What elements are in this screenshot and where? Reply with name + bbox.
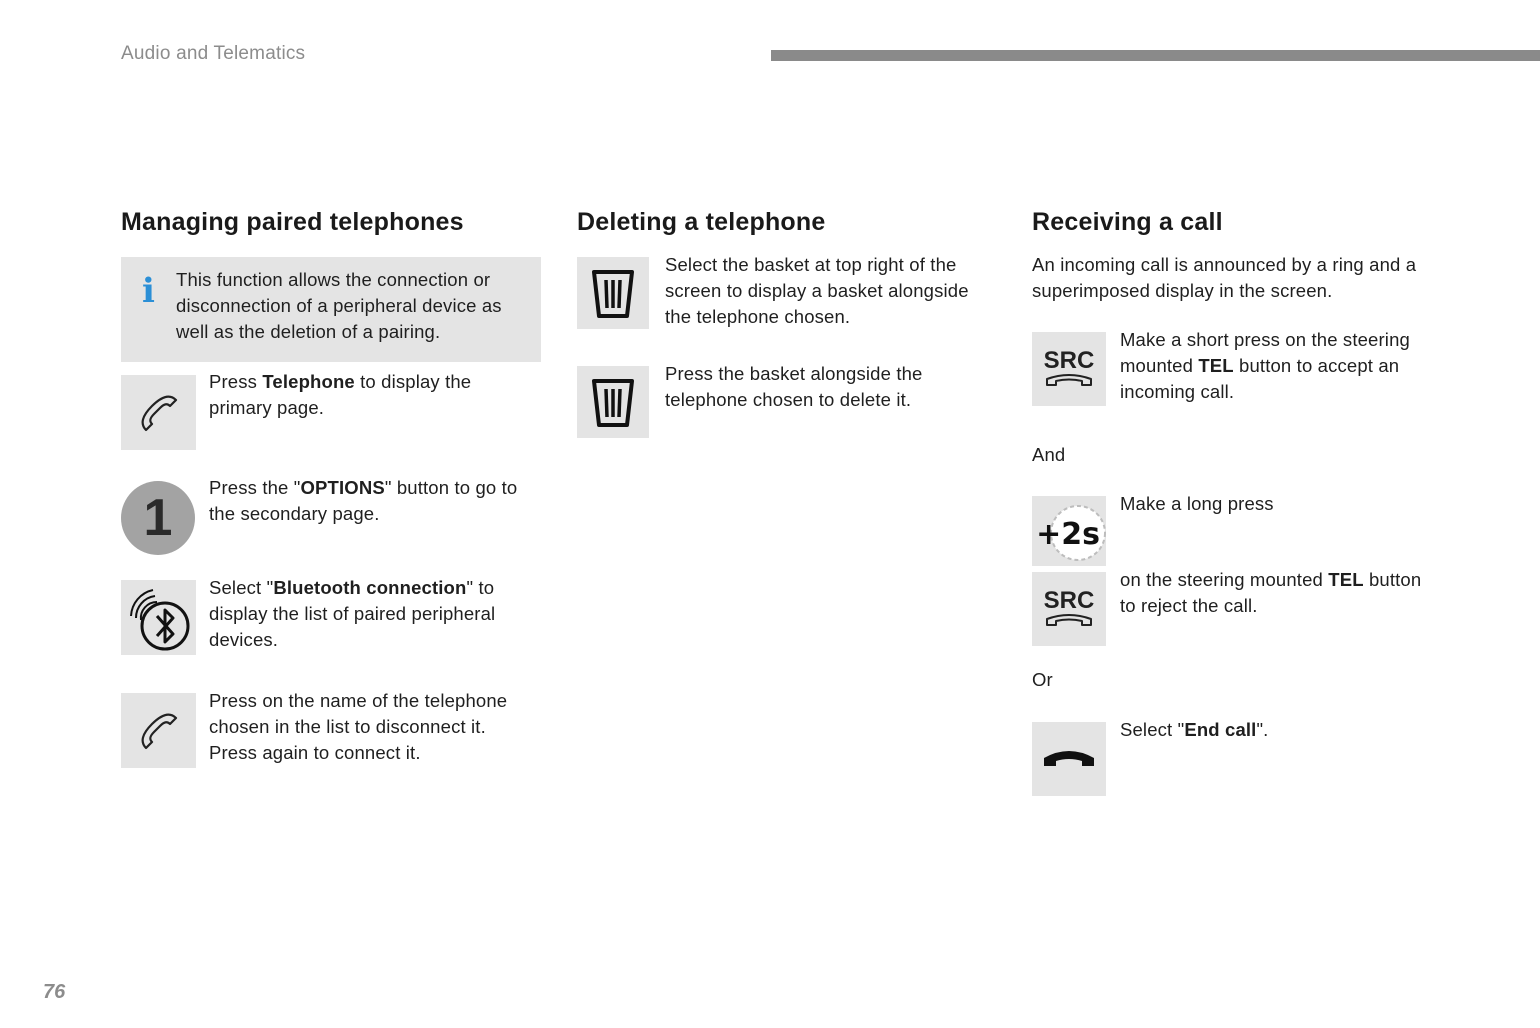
info-box [121, 257, 541, 362]
step-options-text: Press the "OPTIONS" button to go to the secondary page. [209, 477, 518, 524]
phone-handset-icon [121, 375, 196, 450]
phone-handset-icon [121, 693, 196, 768]
step-bluetooth-text: Select "Bluetooth connection" to display the list of paired peripheral devices. [209, 577, 496, 650]
src-tel-button-icon [1032, 332, 1106, 406]
section-title-deleting: Deleting a telephone [577, 208, 826, 236]
step-connect-text: Press on the name of the telephone chosen in the list to disconnect it. Press again to connect it. [209, 690, 508, 763]
step-long-press-text: Make a long press [1120, 493, 1274, 514]
src-label: SRC [1043, 347, 1095, 374]
page-number: 76 [43, 981, 66, 1003]
and-label: And [1032, 444, 1066, 465]
step-end-call-text: Select "End call". [1120, 719, 1269, 740]
handset-outline-icon [1044, 613, 1094, 629]
step-basket-select-text: Select the basket at top right of the screen to display a basket alongside the telephone chosen. [665, 254, 969, 327]
bluetooth-icon [121, 580, 196, 655]
section-title-managing: Managing paired telephones [121, 208, 464, 236]
or-label: Or [1032, 669, 1053, 690]
src-tel-button-icon [1032, 572, 1106, 646]
info-icon: i [142, 271, 155, 311]
src-label: SRC [1043, 587, 1095, 614]
receiving-intro-text: An incoming call is announced by a ring and a superimposed display in the screen. [1032, 254, 1417, 301]
trash-basket-icon [577, 257, 649, 329]
end-call-icon [1032, 722, 1106, 796]
info-line: well as the deletion of a pairing. [176, 321, 441, 342]
header-bar [771, 50, 1540, 61]
info-text [176, 267, 536, 345]
step-basket-delete-text: Press the basket alongside the telephone chosen to delete it. [665, 363, 923, 410]
info-line: disconnection of a peripheral device as [176, 295, 502, 316]
trash-basket-icon [577, 366, 649, 438]
long-press-badge: +2s [1036, 517, 1100, 552]
number-one-badge: 1 [121, 481, 195, 555]
long-press-2s-icon [1032, 496, 1106, 566]
step-accept-text: Make a short press on the steering mounted TEL button to accept an incoming call. [1120, 329, 1410, 402]
handset-outline-icon [1044, 373, 1094, 389]
running-header: Audio and Telematics [121, 43, 306, 64]
section-title-receiving: Receiving a call [1032, 208, 1223, 236]
step-reject-text: on the steering mounted TEL button to reject the call. [1120, 569, 1422, 616]
info-line: This function allows the connection or [176, 269, 491, 290]
step-telephone-text: Press Telephone to display the primary page. [209, 371, 472, 418]
